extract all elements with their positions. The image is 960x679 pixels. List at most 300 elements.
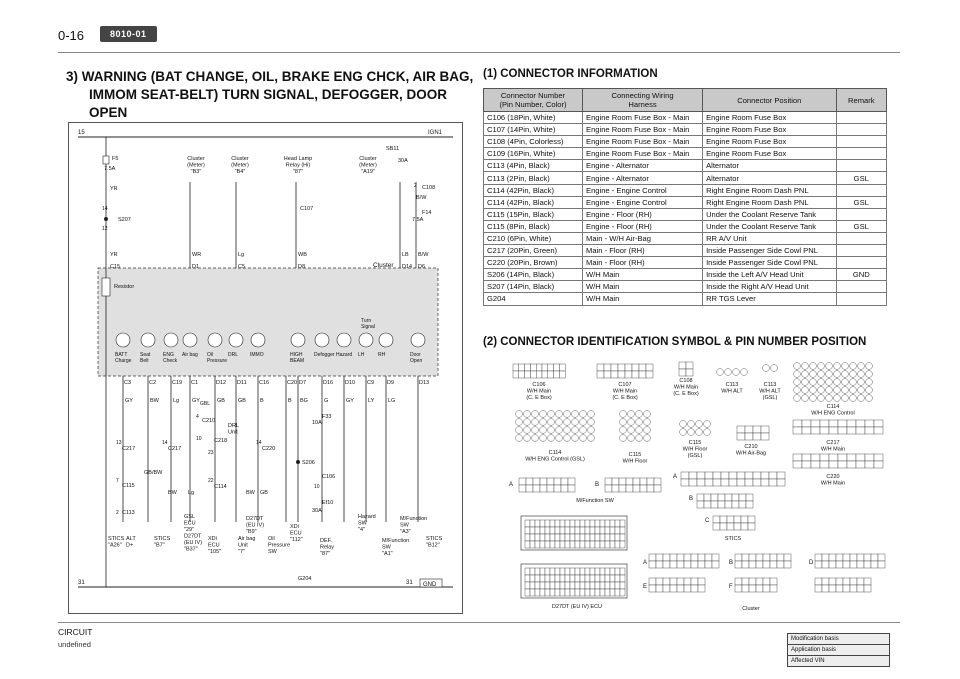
ecu-top-pins [540,527,545,534]
c220-label: C220 W/H Main [820,474,846,487]
ecu-bottom-pins [535,575,540,582]
c210: C210 [202,418,216,424]
turn-signal-label: Turn Signal [361,318,375,330]
c114b-pins [588,411,595,418]
letter-stics-c: C [705,518,710,524]
cl-f-pins [822,578,829,585]
ecu-bottom-pins [620,582,625,589]
table-row [484,245,887,257]
ecu-top-pins [605,541,610,548]
mfsw-b-pins [626,478,633,485]
c210-pins [737,433,745,440]
cl-e-pins [742,585,749,592]
c106-pins [554,371,560,378]
c107-pins [639,371,646,378]
ecu-top-pins [525,527,530,534]
ecu-top-pins [535,534,540,541]
stics-a-pins [761,472,769,479]
ecu-top-pins [565,527,570,534]
ecu-bottom-pins [615,589,620,596]
ecu-top-pins [555,534,560,541]
c114a-pins [818,371,825,378]
table-cell: Inside the Left A/V Head Unit [703,269,837,281]
ecu-top-pins [575,534,580,541]
cl-d-pins [677,578,684,585]
ecu-bottom-pins [620,568,625,575]
mfsw-label: M/Function SW [576,498,614,504]
c113: C113 [122,510,135,516]
c210-pins [761,433,769,440]
c114-pin: 22 [208,478,214,484]
ecu-top-pins [565,541,570,548]
bottom-label: Oil Pressure SW [268,536,291,555]
table-cell: Engine - Alternator [583,160,703,172]
letter-cl-b: B [729,560,734,566]
wire-color-top: WB [298,252,307,258]
letter-b: B [595,482,600,488]
table-cell [836,245,886,257]
section-3-title-line1: 3) WARNING (BAT CHANGE, OIL, BRAKE ENG CHCK, AIR BAG, [66,69,474,84]
ecu-bottom-pins [595,568,600,575]
c114b-pins [524,411,531,418]
ecu-top-pins [620,541,625,548]
c217-pins [865,427,874,434]
c106-pins [548,371,554,378]
cl-f-pins [864,578,871,585]
c114b-pins [580,435,587,442]
c114b-pins [564,419,571,426]
cl-b-pins [742,561,749,568]
table-cell [836,293,886,305]
ecu-bottom-pins [525,582,530,589]
cl-a-pins [691,561,698,568]
mfsw-a-pins [561,478,568,485]
ecu-top-pins [545,541,550,548]
c217-pins [838,427,847,434]
ecu-top-pins [610,520,615,527]
ecu-top-pins [580,527,585,534]
pin-bottom: D11 [237,380,247,386]
ecu-top-pins [535,520,540,527]
f33-amp: 10A [312,420,322,426]
c115a-pins [636,419,643,426]
c114b-pins [572,427,579,434]
cl-f-pins [829,585,836,592]
ecu-bottom-pins [525,589,530,596]
c220-pins [874,461,883,468]
ecu-bottom-pins [615,582,620,589]
c114b-pins [564,435,571,442]
table-header: Connecting Wiring Harness [583,89,703,112]
stics-a-pins [737,479,745,486]
ecu-top-pins [545,534,550,541]
c114b-label: C114 W/H ENG Control (GSL) [525,450,585,463]
c115a-pins [644,427,651,434]
ecu-top-pins [605,534,610,541]
ecu-top-pins [550,534,555,541]
table-cell: Inside the Right A/V Head Unit [703,281,837,293]
table-cell [836,148,886,160]
stics-a-pins [697,472,705,479]
cl-f-pins [857,585,864,592]
stics-b-pins [704,501,711,508]
c115b-pins [680,421,687,428]
s207-bot: 12 [102,226,108,232]
indicator-label: HIGH BEAM [290,352,305,364]
ecu-top-pins [595,527,600,534]
ecu-bottom-pins [545,575,550,582]
table-cell: GSL [836,172,886,184]
c107-pins [604,364,611,371]
wire-color-bottom: B [260,398,264,404]
table-cell: Engine Room Fuse Box - Main [583,136,703,148]
c115b-pins [696,429,703,436]
c114a-pins [794,379,801,386]
cl-a-pins [670,554,677,561]
c113a-pins [717,369,724,376]
stics-b-pins [746,501,753,508]
table-cell: Under the Coolant Reserve Tank [703,208,837,220]
c217-pins [811,427,820,434]
ecu-bottom-pins [600,582,605,589]
c114a-pins [802,371,809,378]
mfsw-a-pins [540,485,547,492]
indicator-lamp [229,333,243,347]
table-cell [836,232,886,244]
ecu-bottom-pins [535,568,540,575]
revision-stamp [787,633,890,667]
c114a-pins [826,371,833,378]
s207-label: S207 [118,217,131,223]
ecu-top-pins [580,520,585,527]
c115a-pins [620,435,627,442]
ecu-top-pins [615,520,620,527]
stics-a-pins [689,479,697,486]
indicator-label: DRL [228,352,239,358]
ecu-top-pins [545,527,550,534]
cl-a-pins [684,554,691,561]
bottom-label: M/Function SW "A1" [382,538,410,557]
c217-pins [829,427,838,434]
wire-color-top: WR [192,252,202,258]
cl-d-pins [663,585,670,592]
ecu-bottom-pins [605,575,610,582]
pin-top: D14 [402,264,413,270]
cl-c-pins [864,561,871,568]
cl-d-pins [670,578,677,585]
cluster-label: Cluster [742,606,760,612]
c220: C220 [262,446,276,452]
cl-f-pins [829,578,836,585]
c114a-pins [858,387,865,394]
wire-color-bottom: Lg [173,398,180,404]
c114a-pins [858,371,865,378]
ecu-bottom-pins [560,589,565,596]
indicator-lamp [411,333,425,347]
cl-b-pins [770,561,777,568]
c220-pins [829,461,838,468]
c107-pins [646,364,653,371]
ecu-top-pins [560,527,565,534]
f14: F14 [422,210,432,216]
letter-cl-a: A [643,560,648,566]
table-cell: C115 (15Pin, Black) [484,208,583,220]
cl-c-pins [829,554,836,561]
ecu-top-pins [560,534,565,541]
cl-c-pins [850,561,857,568]
table-row [484,220,887,232]
ecu-bottom-pins [570,568,575,575]
c114b-pins [572,435,579,442]
ecu-bottom-pins [545,582,550,589]
ecu-bottom-pins [535,582,540,589]
resistor [102,278,110,296]
bottom-rule [58,622,900,623]
c114b-pins [572,411,579,418]
ecu-bottom-pins [585,568,590,575]
c114a-pins [810,379,817,386]
cl-e-pins [749,578,756,585]
cl-a-pins [656,561,663,568]
c217-pins [856,427,865,434]
cl-a-pins [670,561,677,568]
indicator-lamp [116,333,130,347]
c210-pins [761,426,769,433]
ecu-bottom-pins [590,589,595,596]
indicator-lamp [337,333,351,347]
cl-c-pins [878,561,885,568]
wire-color-bottom: GY [192,398,200,404]
ecu-bottom-pins [565,582,570,589]
c217-pins [847,427,856,434]
bottom-label: Air bag Unit "7" [238,536,256,555]
c220-pins [865,461,874,468]
cl-b-pins [756,554,763,561]
c217-pins [847,420,856,427]
ecu-top-pins [575,541,580,548]
table-row [484,136,887,148]
ecu-top-pins [525,541,530,548]
yr1: YR [110,186,118,192]
c114a-pins [794,387,801,394]
cl-a-pins [677,561,684,568]
cl-f-pins [864,585,871,592]
indicator-lamp [291,333,305,347]
table-cell: C113 (2Pin, Black) [484,172,583,184]
letter-a: A [509,482,514,488]
table-cell: Engine Room Fuse Box [703,136,837,148]
c114a-pins [842,371,849,378]
c217-pins [829,420,838,427]
c114a-label: C114 W/H ENG Control [811,404,855,417]
indicator-label: Air bag [182,352,198,358]
f5-amp: 7.5A [104,166,116,172]
ecu-top-pins [540,534,545,541]
indicator-lamp [251,333,265,347]
table-cell: C106 (18Pin, White) [484,112,583,124]
ecu-bottom-pins [530,575,535,582]
cl-b-pins [749,554,756,561]
c114a-pins [850,363,857,370]
cl-f-pins [815,578,822,585]
stics-a-pins [713,479,721,486]
wiring-diagram [68,122,462,613]
lg2: Lg [188,490,195,496]
rail-ign1-label: IGN1 [428,130,443,136]
c115a-label: C115 W/H Floor [622,452,648,465]
table-row [484,172,887,184]
ecu-top-pins [525,534,530,541]
mfsw-a-pins [540,478,547,485]
c114b-pins [532,411,539,418]
ecu-bottom-pins [620,575,625,582]
stics-c-pins [748,523,755,530]
pin-bottom: D13 [419,380,430,386]
stics-a-pins [737,472,745,479]
c114a-pins [794,363,801,370]
c114a-pins [818,363,825,370]
cl-c-pins [836,561,843,568]
ecu-top-pins [555,541,560,548]
pin-bottom: C19 [172,380,183,386]
mfsw-b-pins [605,485,612,492]
c114a-pins [834,371,841,378]
footer-undefined: undefined [58,640,91,649]
c114a-pins [858,363,865,370]
ecu-bottom-pins [565,589,570,596]
table-cell: Engine Room Fuse Box - Main [583,124,703,136]
stics-c-pins [727,516,734,523]
c114b-pins [588,419,595,426]
mfsw-b-pins [626,485,633,492]
c115a-pins [636,427,643,434]
c113a-pins [733,369,740,376]
c217-pins [793,420,802,427]
c217-pins [874,427,883,434]
cl-b-pins [763,554,770,561]
c108-pins [679,362,686,369]
bottom-label: M/Function SW "A3" [400,516,428,535]
ecu-bottom-pins [585,575,590,582]
ecu-top-pins [550,520,555,527]
ecu-top-pins [585,534,590,541]
cl-d-pins [698,585,705,592]
c220-pin: 14 [256,440,262,446]
connector-symbols [483,354,903,616]
c114a-pins [794,395,801,402]
table-cell [836,257,886,269]
table-row [484,124,887,136]
cl-f-pins [850,585,857,592]
ecu-bottom-pins [600,589,605,596]
cl-d-pins [684,578,691,585]
stics-c-pins [748,516,755,523]
cl-d-pins [649,578,656,585]
table-cell: W/H Main [583,281,703,293]
c114a-pins [802,395,809,402]
stics-label: STICS [724,536,742,542]
pin-bottom: C1 [191,380,199,386]
ecu-top-pins [570,520,575,527]
wire-color-bottom: G [324,398,329,404]
cl-f-pins [850,578,857,585]
table-header: Connector Number (Pin Number, Color) [484,89,583,112]
stics-b-pins [718,494,725,501]
c114b-pins [532,435,539,442]
table-cell: Engine - Floor (RH) [583,220,703,232]
ecu-bottom-pins [530,582,535,589]
ecu-top-pins [605,520,610,527]
table-cell [836,208,886,220]
pin-bottom: D16 [323,380,334,386]
bottom-label: ALT D+ [126,536,136,549]
c115a-pins [628,427,635,434]
stics-a-pins [769,472,777,479]
c115b-pins [688,421,695,428]
stics-b-pins [732,501,739,508]
bottom-label: STICS "A26" [108,536,125,549]
c217-pins [820,420,829,427]
ecu-top-pins [600,534,605,541]
c114a-pins [834,387,841,394]
gnd-label: GND [423,582,437,588]
c114b-pins [524,427,531,434]
cl-c-pins [843,561,850,568]
ecu-bottom-pins [560,575,565,582]
c115-pin: 7 [116,478,119,484]
c114a-pins [810,387,817,394]
c114a-pins [850,371,857,378]
table-cell: C113 (4Pin, Black) [484,160,583,172]
c107-pins [632,371,639,378]
c220-pins [793,454,802,461]
c106-pins [525,371,531,378]
bottom-label: D27DT (EU IV) "B9" [246,516,265,535]
cl-d-pins [691,585,698,592]
pin-bottom: C20 [287,380,298,386]
c114a-pins [866,363,873,370]
c113b-pins [771,365,778,372]
indicator-label: RH [378,352,386,358]
mfsw-a-pins [568,485,575,492]
c106-pins [530,364,536,371]
pin-bottom: C16 [259,380,270,386]
table-cell [836,136,886,148]
c106-pins [519,364,525,371]
mfsw-a-pins [554,478,561,485]
c114a-pins [842,379,849,386]
c114a-pins [866,379,873,386]
c108-label: C108 W/H Main (C. E Box) [673,378,699,397]
ecu-bottom-pins [555,582,560,589]
indicator-label: ENG Check [163,352,178,364]
ecu-bottom-pins [610,582,615,589]
cl-c-pins [843,554,850,561]
c114b-pins [556,419,563,426]
f5-label: F5 [112,156,119,162]
c115a-pins [628,435,635,442]
stics-a-pins [705,472,713,479]
ecu-top-pins [570,534,575,541]
mfsw-b-pins [633,478,640,485]
rail-31-label: 31 [78,580,85,586]
page-number: 0-16 [58,28,85,43]
table-cell: C108 (4Pin, Colorless) [484,136,583,148]
ecu-bottom-pins [590,575,595,582]
c114b-pins [516,411,523,418]
table-cell: Engine Room Fuse Box - Main [583,112,703,124]
cl-e-pins [756,585,763,592]
